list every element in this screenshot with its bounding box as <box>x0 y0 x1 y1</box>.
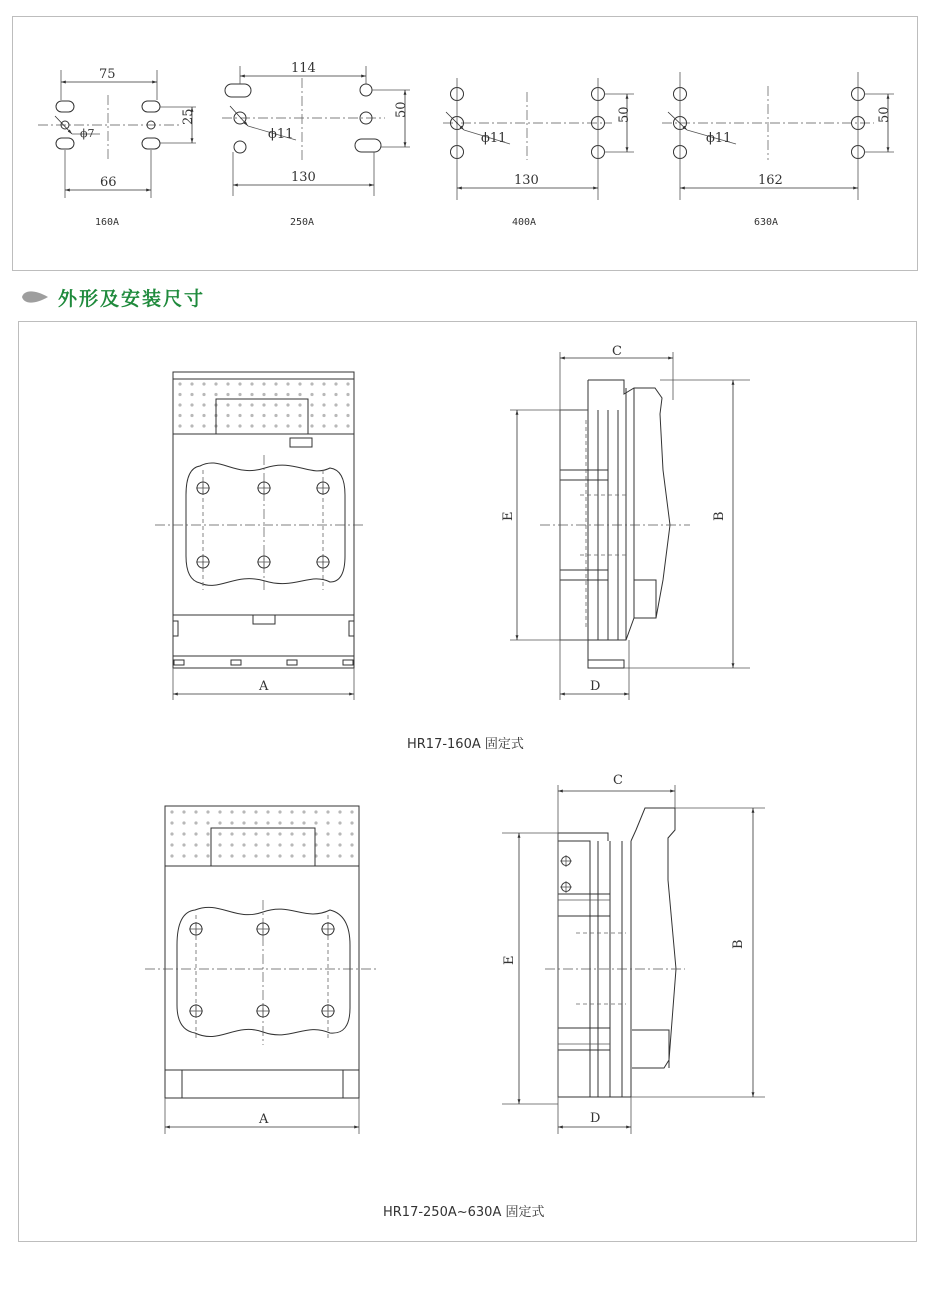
dim-e-160a: E <box>501 511 516 521</box>
mounting-160a <box>38 67 196 228</box>
label-250a: 250A <box>290 217 315 228</box>
side-view-250a-630a <box>502 773 765 1134</box>
vent-dot <box>178 393 181 396</box>
vent-dot <box>182 810 185 813</box>
vent-dot <box>326 821 329 824</box>
vent-dot <box>346 424 349 427</box>
caption-160a: HR17-160A 固定式 <box>407 737 524 752</box>
vent-dot <box>254 810 257 813</box>
vent-dot <box>274 382 277 385</box>
vent-dot <box>218 832 221 835</box>
vent-dot <box>230 810 233 813</box>
vent-dot <box>254 843 257 846</box>
vent-dot <box>242 843 245 846</box>
vent-dot <box>290 821 293 824</box>
vent-dot <box>302 810 305 813</box>
vent-dot <box>286 382 289 385</box>
vent-dot <box>250 382 253 385</box>
label-400a: 400A <box>512 217 537 228</box>
vent-dot <box>238 382 241 385</box>
vent-dot <box>230 854 233 857</box>
vent-dot <box>310 424 313 427</box>
vent-dot <box>326 832 329 835</box>
dim-160a-side: 25 <box>181 108 196 125</box>
vent-dot <box>254 821 257 824</box>
vent-dot <box>170 832 173 835</box>
vent-dot <box>190 382 193 385</box>
vent-dot <box>346 393 349 396</box>
vent-dot <box>290 843 293 846</box>
vent-dot <box>178 424 181 427</box>
vent-dot <box>346 382 349 385</box>
hole-160a: ϕ7 <box>80 127 95 140</box>
vent-dot <box>182 832 185 835</box>
vent-dot <box>182 854 185 857</box>
vent-dot <box>238 403 241 406</box>
vent-dot <box>206 810 209 813</box>
vent-dot <box>170 854 173 857</box>
vent-dot <box>298 403 301 406</box>
vent-dot <box>262 403 265 406</box>
vent-dot <box>218 843 221 846</box>
vent-dot <box>206 843 209 846</box>
vent-dot <box>218 854 221 857</box>
dim-160a-bottom: 66 <box>100 175 117 190</box>
mount-screws-side <box>560 855 572 893</box>
vent-dot <box>266 854 269 857</box>
vent-dot <box>214 393 217 396</box>
hole-400a: ϕ11 <box>481 131 507 146</box>
vent-dot <box>334 403 337 406</box>
vent-dot <box>202 393 205 396</box>
vent-dot <box>350 810 353 813</box>
vent-dot <box>254 832 257 835</box>
vent-dot <box>194 832 197 835</box>
vent-dot <box>322 382 325 385</box>
mounting-250a <box>222 61 410 228</box>
vent-dot <box>290 854 293 857</box>
vent-dot <box>202 424 205 427</box>
dim-630a-side: 50 <box>877 106 892 123</box>
dim-400a-bottom: 130 <box>514 173 539 188</box>
vent-dot <box>322 403 325 406</box>
vent-dot <box>302 821 305 824</box>
vent-dot <box>266 843 269 846</box>
vent-dot <box>202 403 205 406</box>
dim-b-160a: B <box>712 511 727 521</box>
vent-dot <box>242 821 245 824</box>
dim-400a-side: 50 <box>617 106 632 123</box>
vent-dot <box>190 403 193 406</box>
vent-dot <box>310 414 313 417</box>
vent-dot <box>194 854 197 857</box>
vent-dot <box>338 821 341 824</box>
vent-dot <box>250 393 253 396</box>
vent-dot <box>278 832 281 835</box>
vent-dot <box>326 810 329 813</box>
vent-dot <box>278 854 281 857</box>
vent-dot <box>350 843 353 846</box>
vent-dot <box>322 424 325 427</box>
vent-grid-250a-630a <box>170 810 353 857</box>
vent-dot <box>338 854 341 857</box>
vent-dot <box>274 403 277 406</box>
vent-dot <box>266 810 269 813</box>
vent-dot <box>314 821 317 824</box>
vent-dot <box>182 843 185 846</box>
vent-dot <box>178 382 181 385</box>
vent-dot <box>226 424 229 427</box>
vent-dot <box>274 393 277 396</box>
hole-250a: ϕ11 <box>268 127 294 142</box>
vent-dot <box>286 414 289 417</box>
vent-dot <box>218 810 221 813</box>
vent-dot <box>302 832 305 835</box>
vent-dot <box>182 821 185 824</box>
vent-dot <box>194 843 197 846</box>
vent-dot <box>178 403 181 406</box>
dim-250a-top: 114 <box>291 61 316 76</box>
vent-dot <box>226 393 229 396</box>
hole-630a: ϕ11 <box>706 131 732 146</box>
vent-dot <box>250 403 253 406</box>
vent-dot <box>286 403 289 406</box>
dim-160a-top: 75 <box>99 67 116 82</box>
vent-dot <box>326 854 329 857</box>
vent-dot <box>194 821 197 824</box>
label-630a: 630A <box>754 217 779 228</box>
vent-dot <box>170 843 173 846</box>
vent-dot <box>250 424 253 427</box>
vent-dot <box>298 424 301 427</box>
dim-250a-side: 50 <box>394 101 409 118</box>
vent-dot <box>286 424 289 427</box>
vent-dot <box>202 414 205 417</box>
vent-dot <box>238 414 241 417</box>
vent-dot <box>310 393 313 396</box>
vent-dot <box>190 424 193 427</box>
vent-dot <box>238 393 241 396</box>
vent-dot <box>194 810 197 813</box>
vent-dot <box>190 393 193 396</box>
vent-dot <box>262 414 265 417</box>
vent-dot <box>346 414 349 417</box>
vent-dot <box>286 393 289 396</box>
dim-c-160a: C <box>612 344 622 359</box>
vent-dot <box>278 821 281 824</box>
label-160a: 160A <box>95 217 120 228</box>
dim-d-160a: D <box>590 679 601 694</box>
vent-dot <box>242 810 245 813</box>
vent-dot <box>206 854 209 857</box>
caption-250a-630a: HR17-250A~630A 固定式 <box>383 1205 545 1220</box>
vent-dot <box>326 843 329 846</box>
vent-dot <box>298 393 301 396</box>
vent-dot <box>298 414 301 417</box>
vent-dot <box>238 424 241 427</box>
vent-dot <box>226 382 229 385</box>
vent-dot <box>310 382 313 385</box>
side-view-160a <box>501 344 750 700</box>
vent-dot <box>302 843 305 846</box>
vent-dot <box>218 821 221 824</box>
vent-dot <box>262 393 265 396</box>
vent-dot <box>274 424 277 427</box>
vent-dot <box>226 414 229 417</box>
vent-dot <box>242 854 245 857</box>
dim-b-250a-630a: B <box>731 939 746 949</box>
vent-dot <box>290 810 293 813</box>
vent-dot <box>178 414 181 417</box>
dim-a-160a: A <box>259 679 269 694</box>
dim-e-250a-630a: E <box>502 955 517 965</box>
vent-dot <box>266 821 269 824</box>
vent-dot <box>350 854 353 857</box>
dim-d-250a-630a: D <box>590 1111 601 1126</box>
vent-grid-160a <box>178 382 349 427</box>
section-title: 外形及安装尺寸 <box>58 287 206 310</box>
vent-dot <box>298 382 301 385</box>
vent-dot <box>334 424 337 427</box>
vent-dot <box>338 843 341 846</box>
dim-a-250a-630a: A <box>259 1112 269 1127</box>
vent-dot <box>322 393 325 396</box>
vent-dot <box>170 821 173 824</box>
vent-dot <box>230 832 233 835</box>
dim-250a-bottom: 130 <box>291 170 316 185</box>
vent-dot <box>206 832 209 835</box>
vent-dot <box>310 403 313 406</box>
vent-dot <box>350 821 353 824</box>
vent-dot <box>350 832 353 835</box>
vent-dot <box>278 810 281 813</box>
vent-dot <box>334 414 337 417</box>
vent-dot <box>278 843 281 846</box>
vent-dot <box>226 403 229 406</box>
front-view-160a <box>155 372 366 700</box>
vent-dot <box>214 382 217 385</box>
terminal-holes-250a-630a <box>189 922 335 1018</box>
mounting-400a <box>443 78 634 228</box>
vent-dot <box>314 810 317 813</box>
vent-dot <box>338 810 341 813</box>
vent-dot <box>266 832 269 835</box>
vent-dot <box>302 854 305 857</box>
vent-dot <box>346 403 349 406</box>
vent-dot <box>250 414 253 417</box>
vent-dot <box>262 424 265 427</box>
vent-dot <box>274 414 277 417</box>
vent-dot <box>202 382 205 385</box>
dim-c-250a-630a: C <box>613 773 623 788</box>
vent-dot <box>338 832 341 835</box>
vent-dot <box>230 843 233 846</box>
vent-dot <box>242 832 245 835</box>
vent-dot <box>290 832 293 835</box>
mounting-630a <box>662 72 894 228</box>
vent-dot <box>170 810 173 813</box>
vent-dot <box>254 854 257 857</box>
front-view-250a-630a <box>145 806 376 1134</box>
vent-dot <box>230 821 233 824</box>
vent-dot <box>334 382 337 385</box>
vent-dot <box>206 821 209 824</box>
vent-dot <box>190 414 193 417</box>
vent-dot <box>322 414 325 417</box>
vent-dot <box>262 382 265 385</box>
vent-dot <box>334 393 337 396</box>
dim-630a-bottom: 162 <box>758 173 783 188</box>
